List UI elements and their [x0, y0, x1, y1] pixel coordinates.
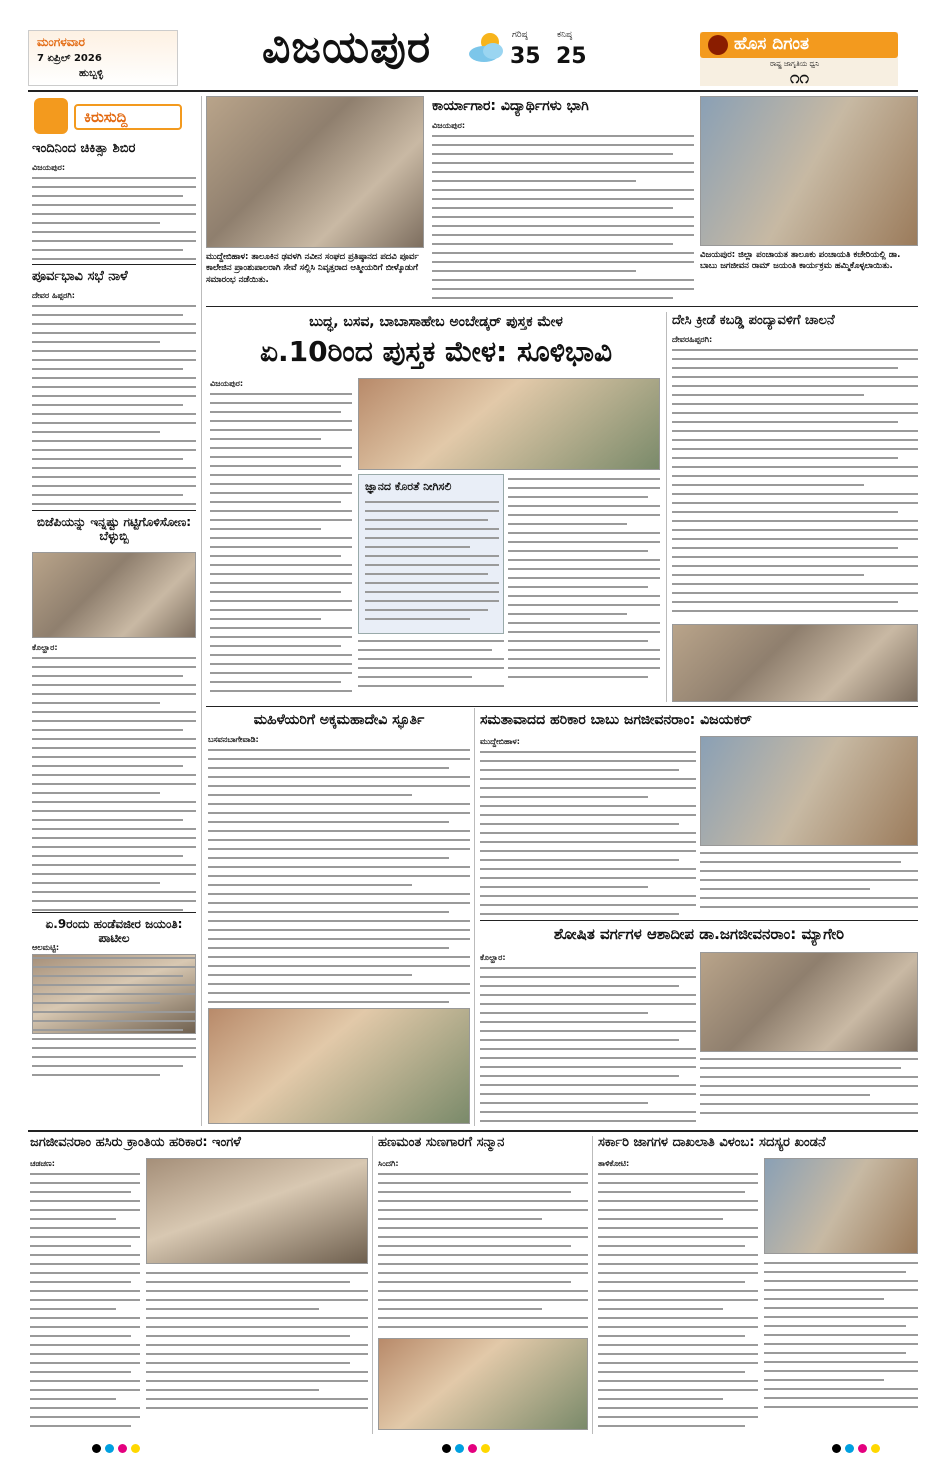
kirusuddi-body-4 — [32, 942, 196, 1082]
book-fair-dateline: ವಿಜಯಪುರ: — [210, 379, 244, 388]
column-separator — [201, 96, 202, 1126]
sunagar-body — [378, 1158, 588, 1334]
samata-separator — [474, 708, 475, 1126]
kirusuddi-headline-2: ಪೂರ್ವಭಾವಿ ಸಭೆ ನಾಳೆ — [32, 269, 128, 284]
pullquote-text — [365, 501, 499, 629]
khandane-photo — [764, 1158, 918, 1254]
mid-rule-2 — [480, 920, 918, 921]
kirusuddi-headline-4: ಏ.9ರಂದು ಹಂಡೆವಜೀರ ಜಯಂತಿ: ಪಾಟೀಲ — [45, 917, 183, 945]
khandane-headline: ಸರ್ಕಾರಿ ಜಾಗಗಳ ದಾಖಲಾತಿ ವಿಳಂಬ: ಸದಸ್ಯರ ಖಂಡನೆ — [598, 1135, 826, 1150]
book-fair-text-1 — [210, 393, 352, 700]
bottom-row-rule — [28, 1130, 918, 1132]
cmyk-dot-y — [131, 1444, 140, 1453]
ingale-headline: ಜಗಜೀವನರಾಂ ಹಸಿರು ಕ್ರಾಂತಿಯ ಹರಿಕಾರ: ಇಂಗಳೆ — [30, 1135, 241, 1150]
khandane-text-2 — [764, 1262, 918, 1430]
cmyk-dot-k — [832, 1444, 841, 1453]
farewell-caption: ಮುದ್ದೇಬಿಹಾಳ: ತಾಲೂಕಿನ ಢವಳಗಿ ನವೀನ ಸಂಘದ ಪ್ರತಿಷ್ಠಾನದ ಪದವಿ ಪೂರ್ವ ಕಾಲೇಜಿನ ಪ್ರಾಂಶುಪಾಲರಾಗಿ ಸೇವೆ ಸಲ್ಲಿಸಿ ನಿವೃತ್ತರಾದ ಆತ್ಮೀಯರಿಗೆ ಬೀಳ್ಕೊಡುಗೆ ಸಮಾರಂಭ ನಡೆಯಿತು. — [206, 252, 419, 285]
akka-headline: ಮಹಿಳೆಯರಿಗೆ ಅಕ್ಕಮಹಾದೇವಿ ಸ್ಫೂರ್ತಿ — [253, 712, 425, 728]
brand-logo-icon — [708, 35, 728, 55]
masthead — [0, 0, 945, 92]
cmyk-dot-k — [92, 1444, 101, 1453]
workshop-text — [432, 135, 694, 300]
jayanti-photo — [700, 96, 918, 246]
samata-photo — [700, 736, 918, 846]
samata-body — [480, 736, 696, 916]
samata-dateline: ಮುದ್ದೇಬಿಹಾಳ: — [480, 737, 520, 746]
book-fair-text-3 — [358, 640, 504, 700]
ingale-dateline: ಚಡಚಣ: — [30, 1159, 55, 1168]
top-row-rule — [206, 306, 918, 307]
cmyk-dot-m — [858, 1444, 867, 1453]
kirusuddi-tag — [28, 96, 196, 138]
bottom-separator-1 — [372, 1136, 373, 1434]
kirusuddi-divider-3 — [32, 912, 196, 913]
shoshita-text — [480, 967, 696, 1124]
kirusuddi-dateline-4: ಆಲಮಟ್ಟಿ: — [32, 943, 60, 952]
temp-max-label: ಗರಿಷ್ಠ — [512, 30, 528, 40]
shoshita-headline: ಶೋಷಿತ ವರ್ಗಗಳ ಆಶಾದೀಪ ಡಾ.ಜಗಜೀವನರಾಂ: ಮ್ಯಾಗೇರಿ — [553, 925, 845, 943]
kabaddi-photo — [672, 624, 918, 702]
temp-max: 35 — [510, 44, 541, 69]
cmyk-marks-right — [830, 1438, 882, 1457]
khandane-text — [598, 1173, 758, 1430]
kirusuddi-divider-1 — [32, 264, 196, 265]
samata-text — [480, 751, 696, 916]
ingale-photo — [146, 1158, 368, 1264]
kirusuddi-divider-2 — [32, 510, 196, 511]
sunagar-photo — [378, 1338, 588, 1430]
book-fair-photo — [358, 378, 660, 470]
ingale-text — [30, 1173, 140, 1430]
pullquote-title: ಜ್ಞಾನದ ಕೊರತೆ ನೀಗಿಸಲಿ — [365, 480, 452, 493]
bottom-separator-2 — [592, 1136, 593, 1434]
sunagar-text — [378, 1173, 588, 1334]
kirusuddi-text-1 — [32, 177, 196, 262]
cmyk-marks-mid — [440, 1438, 492, 1457]
shoshita-body — [480, 952, 696, 1124]
book-fair-kicker: ಬುದ್ಧ, ಬಸವ, ಬಾಬಾಸಾಹೇಬ ಅಂಬೇಡ್ಕರ್ ಪುಸ್ತಕ ಮೇಳ — [309, 314, 563, 330]
cmyk-dot-y — [481, 1444, 490, 1453]
kirusuddi-text-3 — [32, 657, 196, 912]
kabaddi-dateline: ದೇವರಹಿಪ್ಪರಗಿ: — [672, 335, 713, 344]
shoshita-text-2 — [700, 1058, 918, 1124]
shoshita-dateline: ಕೊಲ್ಹಾರ: — [480, 953, 506, 962]
workshop-dateline: ವಿಜಯಪುರ: — [432, 121, 466, 130]
kirusuddi-text-4 — [32, 957, 196, 1082]
cmyk-dot-k — [442, 1444, 451, 1453]
masthead-city-title: ವಿಜಯಪುರ — [262, 22, 432, 73]
masthead-date: 7 ಏಪ್ರಿಲ್ 2026 — [37, 53, 102, 64]
shoshita-photo — [700, 952, 918, 1052]
kirusuddi-headline-3: ಬಿಜೆಪಿಯನ್ನು ಇನ್ನಷ್ಟು ಗಟ್ಟಿಗೊಳಿಸೋಣ: ಬೆಳ್ಳುಬ್ಬಿ — [36, 515, 192, 543]
masthead-brand-box — [700, 32, 898, 86]
cmyk-marks-left — [90, 1438, 142, 1457]
sunagar-headline: ಹಣಮಂತ ಸುಣಗಾರಗೆ ಸನ್ಮಾನ — [378, 1135, 505, 1150]
masthead-edition: ಹುಬ್ಬಳ್ಳಿ — [79, 68, 104, 79]
workshop-headline: ಕಾರ್ಯಾಗಾರ: ವಿದ್ಯಾರ್ಥಿಗಳು ಭಾಗಿ — [432, 98, 589, 114]
jayanti-caption: ವಿಜಯಪುರ: ಜಿಲ್ಲಾ ಪಂಚಾಯತ ತಾಲೂಕು ಪಂಚಾಯತಿ ಕಚೇರಿಯಲ್ಲಿ ಡಾ. ಬಾಬು ಜಗಜೀವನ ರಾಮ್ ಜಯಂತಿ ಕಾರ್ಯಕ್ರಮ ಹಮ್ಮಿಕೊಳ್ಳಲಾಯಿತು. — [700, 250, 901, 272]
samata-text-2 — [700, 852, 918, 916]
masthead-day: ಮಂಗಳವಾರ — [37, 35, 86, 49]
cmyk-dot-c — [105, 1444, 114, 1453]
masthead-date-box — [28, 30, 178, 86]
kirusuddi-body-1 — [32, 162, 196, 262]
cmyk-dot-c — [455, 1444, 464, 1453]
kirusuddi-body-2 — [32, 290, 196, 510]
kirusuddi-headline-1: ಇಂದಿನಿಂದ ಚಿಕಿತ್ಸಾ ಶಿಬಿರ — [32, 141, 136, 156]
khandane-dateline: ತಾಳಿಕೋಟಿ: — [598, 1159, 630, 1168]
temp-min: 25 — [556, 44, 587, 69]
ingale-text-2 — [146, 1272, 368, 1430]
kirusuddi-body-3 — [32, 642, 196, 912]
book-fair-headline: ಏ.10ರಿಂದ ಪುಸ್ತಕ ಮೇಳ: ಸೂಳಿಭಾವಿ — [259, 335, 613, 368]
temp-min-label: ಕನಿಷ್ಠ — [557, 30, 573, 40]
ingale-body — [30, 1158, 140, 1430]
kabaddi-text — [672, 349, 918, 622]
sunagar-dateline: ಸಿಂದಗಿ: — [378, 1159, 399, 1168]
brand-tagline: ರಾಷ್ಟ್ರ ಜಾಗೃತಿಯ ಧ್ವನಿ — [770, 60, 820, 68]
samata-headline: ಸಮತಾವಾದದ ಹರಿಕಾರ ಬಾಬು ಜಗಜೀವನರಾಂ: ವಿಜಯಕರ್ — [480, 712, 752, 728]
weather-cloud-icon — [466, 30, 506, 64]
cmyk-dot-m — [468, 1444, 477, 1453]
akka-text — [208, 749, 470, 1004]
book-fair-text-2 — [508, 478, 660, 700]
kirusuddi-dateline-3: ಕೊಲ್ಹಾರ: — [32, 643, 58, 652]
akka-body — [208, 734, 470, 1004]
cmyk-dot-m — [118, 1444, 127, 1453]
khandane-body — [598, 1158, 758, 1430]
kabaddi-body — [672, 334, 918, 622]
cmyk-dot-y — [871, 1444, 880, 1453]
kirusuddi-column — [28, 96, 196, 1042]
masthead-rule — [28, 90, 918, 92]
mid-rule-1 — [206, 706, 918, 707]
book-fair-body-1 — [210, 378, 352, 700]
akka-dateline: ಬಸವನಬಾಗೇವಾಡಿ: — [208, 735, 259, 744]
kirusuddi-photo-3 — [32, 552, 196, 638]
hand-icon — [34, 98, 68, 134]
brand-name: ಹೊಸ ದಿಗಂತ — [734, 34, 809, 54]
kirusuddi-dateline-2: ದೇವರ ಹಿಪ್ಪರಗಿ: — [32, 291, 75, 300]
workshop-body — [432, 120, 694, 300]
right-column-separator — [666, 312, 667, 702]
farewell-photo — [206, 96, 424, 248]
kabaddi-headline: ದೇಸಿ ಕ್ರೀಡೆ ಕಬಡ್ಡಿ ಪಂದ್ಯಾವಳಿಗೆ ಚಾಲನೆ — [672, 313, 835, 328]
kirusuddi-dateline-1: ವಿಜಯಪುರ: — [32, 163, 66, 172]
kirusuddi-text-2 — [32, 305, 196, 510]
cmyk-dot-c — [845, 1444, 854, 1453]
akka-photo — [208, 1008, 470, 1124]
page-number: ೧೧ — [790, 68, 810, 88]
kirusuddi-label: ಕಿರುಸುದ್ದಿ — [84, 108, 128, 126]
pullquote-box — [358, 474, 504, 634]
